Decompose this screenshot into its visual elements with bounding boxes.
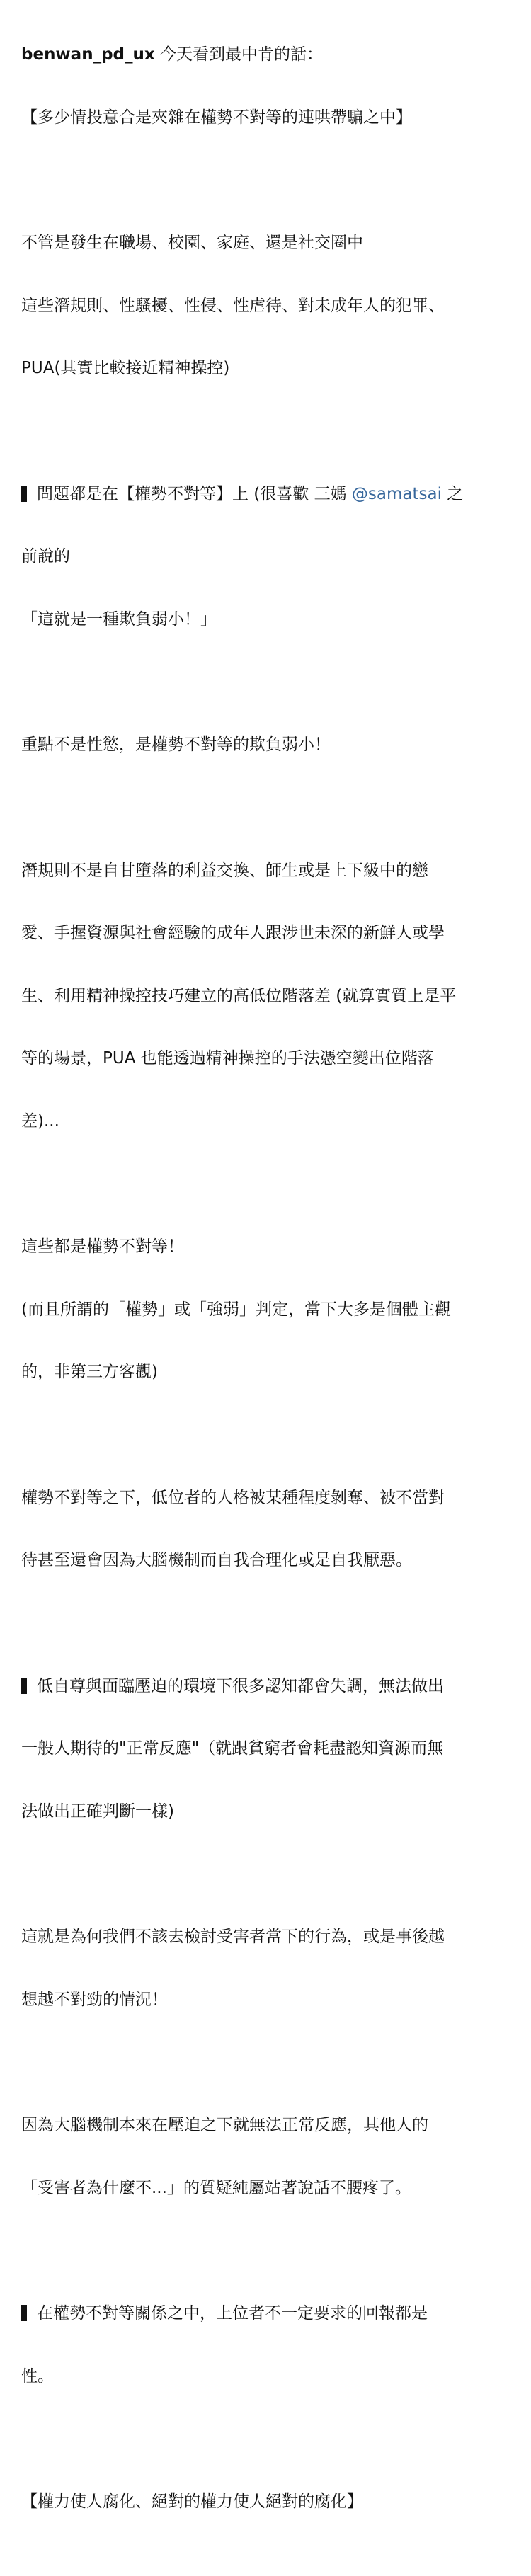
paragraph-line: PUA(其實比較接近精神操控) <box>21 359 230 377</box>
paragraph-line: (而且所謂的「權勢」或「強弱」判定，當下大多是個體主觀 <box>21 1300 451 1319</box>
paragraph-line: 性。 <box>21 2366 54 2386</box>
paragraph-line: 待甚至還會因為大腦機制而自我合理化或是自我厭惡。 <box>21 1551 412 1569</box>
paragraph-line: 重點不是性慾，是權勢不對等的欺負弱小！ <box>21 735 331 754</box>
paragraph-line <box>21 2303 517 2325</box>
paragraph-line: 差)... <box>21 1111 59 1130</box>
paragraph-line: 愛、手握資源與社會經驗的成年人跟涉世未深的新鮮人或學 <box>21 924 445 942</box>
paragraph-1 <box>21 191 517 421</box>
post-body <box>21 3 517 2576</box>
paragraph-line: 前說的 <box>21 547 70 566</box>
paragraph-line: 法做出正確判斷一樣) <box>21 1802 174 1821</box>
mention-link[interactable]: @samatsai <box>351 484 442 503</box>
post-header-paragraph <box>21 3 517 170</box>
paragraph-line: 潛規則不是自甘墮落的利益交換、師生或是上下級中的戀 <box>21 861 428 880</box>
paragraph-5 <box>21 1195 517 1425</box>
paragraph-3 <box>21 693 517 798</box>
paragraph-7 <box>21 1635 517 1865</box>
paragraph-line: 一般人期待的"正常反應"（就跟貧窮者會耗盡認知資源而無 <box>21 1739 444 1758</box>
paragraph-2-suffix: 之 <box>441 484 464 503</box>
bullet-bar-icon <box>21 2305 27 2321</box>
paragraph-line: 不管是發生在職場、校園、家庭、還是社交圈中 <box>21 234 363 252</box>
quote-line: 【多少情投意合是夾雜在權勢不對等的連哄帶騙之中】 <box>21 108 412 127</box>
paragraph-line <box>21 1676 517 1698</box>
post-header-line <box>21 45 517 66</box>
paragraph-line: 【權力使人腐化、絕對的權力使人絕對的腐化】 <box>21 2492 363 2511</box>
paragraph-9 <box>21 2073 517 2240</box>
paragraph-line: 想越不對勁的情況！ <box>21 1990 168 2009</box>
bullet-bar-icon <box>21 486 27 502</box>
paragraph-line: 生、利用精神操控技巧建立的高低位階落差 (就算實質上是平 <box>21 986 457 1005</box>
paragraph-10 <box>21 2262 517 2429</box>
paragraph-10-first: 在權勢不對等關係之中，上位者不一定要求的回報都是 <box>37 2304 428 2323</box>
paragraph-8 <box>21 1885 517 2052</box>
paragraph-line: 「這就是一種欺負弱小！」 <box>21 609 217 629</box>
paragraph-4 <box>21 819 517 1174</box>
paragraph-11 <box>21 2450 517 2555</box>
paragraph-line: 「受害者為什麼不...」的質疑純屬站著說話不腰疼了。 <box>21 2178 411 2197</box>
paragraph-line <box>21 484 517 505</box>
paragraph-2 <box>21 442 517 672</box>
paragraph-line: 這些潛規則、性騷擾、性侵、性虐待、對未成年人的犯罪、 <box>21 296 445 315</box>
username-link[interactable]: benwan_pd_ux <box>21 45 155 64</box>
bullet-bar-icon <box>21 1678 27 1694</box>
paragraph-line: 的，非第三方客觀) <box>21 1363 158 1381</box>
paragraph-line: 這些都是權勢不對等！ <box>21 1237 184 1256</box>
post-intro-text: 今天看到最中肯的話： <box>154 45 324 64</box>
paragraph-6 <box>21 1446 517 1613</box>
paragraph-line: 權勢不對等之下，低位者的人格被某種程度剝奪、被不當對 <box>21 1488 445 1507</box>
paragraph-line: 等的場景，PUA 也能透過精神操控的手法憑空變出位階落 <box>21 1049 434 1067</box>
paragraph-line: 這就是為何我們不該去檢討受害者當下的行為，或是事後越 <box>21 1928 445 1946</box>
paragraph-7-first: 低自尊與面臨壓迫的環境下很多認知都會失調，無法做出 <box>37 1676 444 1695</box>
paragraph-2-prefix: 問題都是在【權勢不對等】上 (很喜歡 三媽 <box>37 484 352 503</box>
paragraph-line: 因為大腦機制本來在壓迫之下就無法正常反應，其他人的 <box>21 2116 428 2134</box>
